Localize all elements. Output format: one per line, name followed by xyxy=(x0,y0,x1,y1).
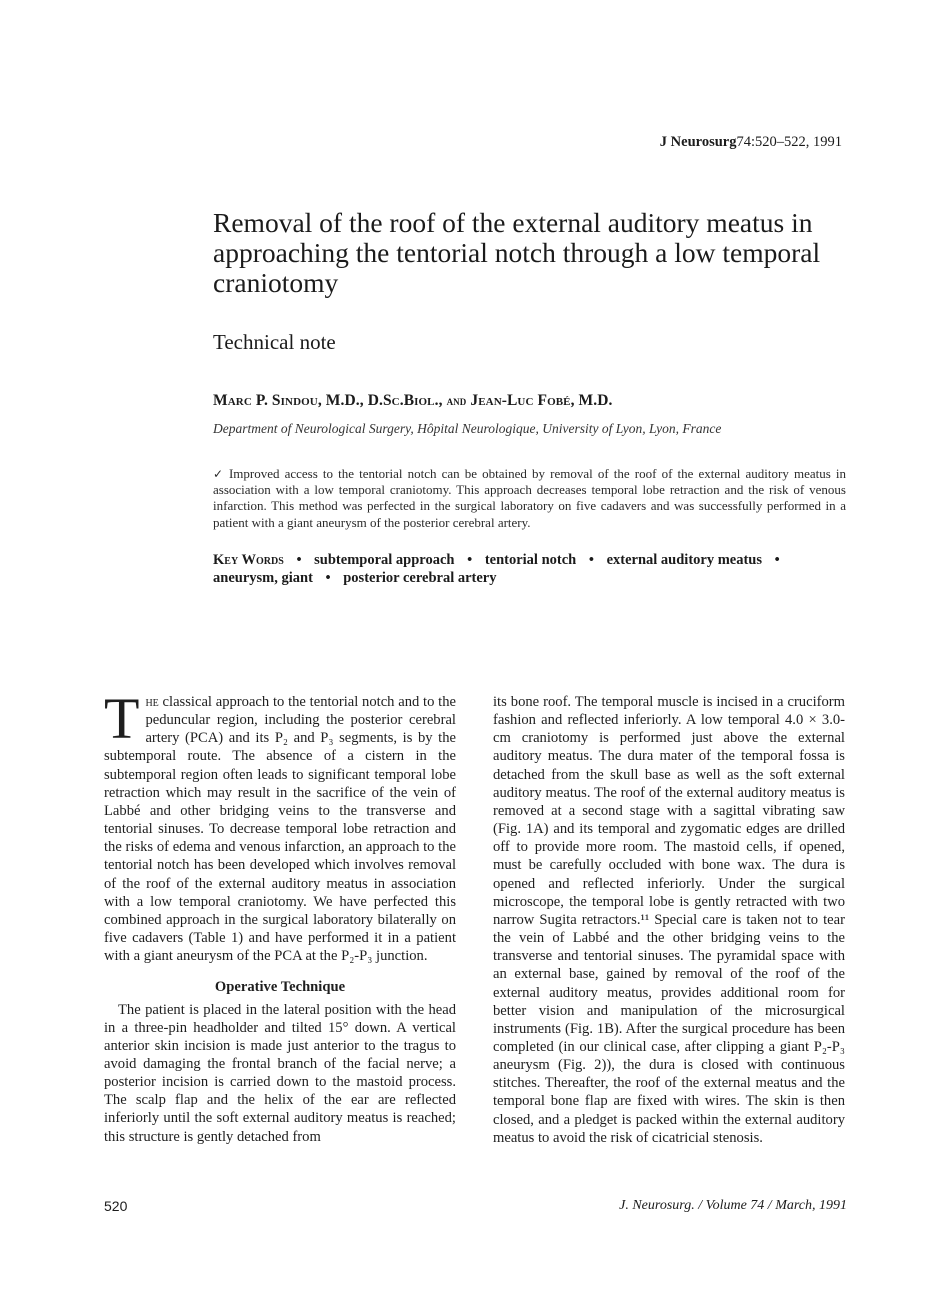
keyword-separator: • xyxy=(774,552,780,568)
citation: 74:520–522, 1991 xyxy=(736,134,842,150)
keyword: posterior cerebral artery xyxy=(343,570,497,586)
author-2: Jean-Luc Fobé, M.D. xyxy=(470,392,613,409)
journal-name: J Neurosurg xyxy=(659,134,737,150)
intro-text: classical approach to the tentorial notch and to the peduncular region, including the posterior cerebral artery (PCA) and its P₂ and P₃ segments, is by the subtemporal route. The absence of a cistern in the subtemporal region often leads to significant temporal lobe retraction which may result in the sacrifice of the vein of Labbé and other bridging veins to the transverse and tentorial sinuses. To decrease temporal lobe retraction and the risks of edema and venous infarction, an approach to the tentorial notch has been developed which involves removal of the roof of the external auditory meatus in association with a low temporal craniotomy. We have perfected this combined approach in the surgical laboratory bilaterally on five cadavers (Table 1) and have performed it in a patient with a giant aneurysm of the PCA at the P₂-P₃ junction. xyxy=(104,694,456,965)
author-1: Marc P. Sindou, M.D., D.Sc.Biol., xyxy=(213,392,443,409)
footer-journal: J. Neurosurg. / Volume 74 / March, 1991 xyxy=(619,1198,847,1213)
keyword-separator: • xyxy=(588,552,594,568)
article-title: Removal of the roof of the external auditory meatus in approaching the tentorial notch through a low temporal craniotomy xyxy=(213,207,821,298)
abstract xyxy=(213,466,846,531)
keyword: tentorial notch xyxy=(484,552,577,568)
abstract-text: Improved access to the tentorial notch can be obtained by removal of the roof of the external auditory meatus in association with a low temporal craniotomy. This approach decreases temporal lobe retraction and the risk of venous infarction. This method was perfected in the surgical laboratory on five cadavers and was successfully performed in a patient with a giant aneurysm of the posterior cerebral artery. xyxy=(213,466,847,530)
keyword: aneurysm, giant xyxy=(213,570,313,586)
keyword-separator: • xyxy=(325,570,331,586)
page-number: 520 xyxy=(104,1198,128,1214)
section-heading: Operative Technique xyxy=(214,979,346,996)
keywords xyxy=(213,551,853,587)
intro-paragraph xyxy=(104,686,456,965)
keyword: subtemporal approach xyxy=(314,552,455,568)
lead-in: he xyxy=(145,694,159,710)
keyword-separator: • xyxy=(467,552,473,568)
drop-cap: T xyxy=(104,686,140,751)
running-head xyxy=(660,134,842,151)
author-line xyxy=(213,392,613,410)
author-conjunction: and xyxy=(446,393,467,408)
keyword-separator: • xyxy=(296,552,302,568)
keywords-label: Key Words xyxy=(213,552,284,568)
affiliation: Department of Neurological Surgery, Hôpital Neurologique, University of Lyon, Lyon, France xyxy=(213,421,722,436)
check-mark-icon: ✓ xyxy=(213,467,225,481)
body-column-left xyxy=(104,686,456,1146)
body-column-right xyxy=(493,693,845,1147)
article-subtitle: Technical note xyxy=(213,330,336,354)
operative-paragraph-continued: its bone roof. The temporal muscle is incised in a cruciform fashion and reflected inferiorly. A low temporal 4.0 × 3.0-cm craniotomy is performed just above the external auditory meatus. The dura mater of the temporal fossa is detached from the skull base as well as the soft external auditory meatus. The roof of the external auditory meatus is removed at a second stage with a sagittal vibrating saw (Fig. 1A) and its temporal and zygomatic edges are drilled off to provide more room. The mastoid cells, if opened, must be carefully occluded with bone wax. The dura is opened and reflected inferiorly. Under the surgical microscope, the temporal lobe is gently retracted with two narrow Sugita retractors.¹¹ Special care is taken not to tear the vein of Labbé and the other bridging veins to the transverse and tentorial sinuses. The pyramidal space with an external base, gained by removal of the roof of the external auditory meatus, provides additional room for better vision and manipulation of the microsurgical instruments (Fig. 1B). After the surgical procedure has been completed (in our clinical case, after clipping a giant P₂-P₃ aneurysm (Fig. 2)), the dura is closed with continuous stitches. Thereafter, the roof of the external meatus and the temporal bone flap are fixed with wires. The skin is then closed, and a pledget is packed within the external auditory meatus to avoid the risk of cicatricial stenosis. xyxy=(493,694,845,1146)
keyword: external auditory meatus xyxy=(606,552,763,568)
operative-paragraph: The patient is placed in the lateral position with the head in a three-pin headholder and tilted 15° down. A vertical anterior skin incision is made just anterior to the tragus to avoid damaging the frontal branch of the facial nerve; a posterior incision is carried down to the mastoid process. The scalp flap and the helix of the ear are reflected inferiorly until the soft external auditory meatus is reached; this structure is gently detached from xyxy=(104,1001,456,1145)
